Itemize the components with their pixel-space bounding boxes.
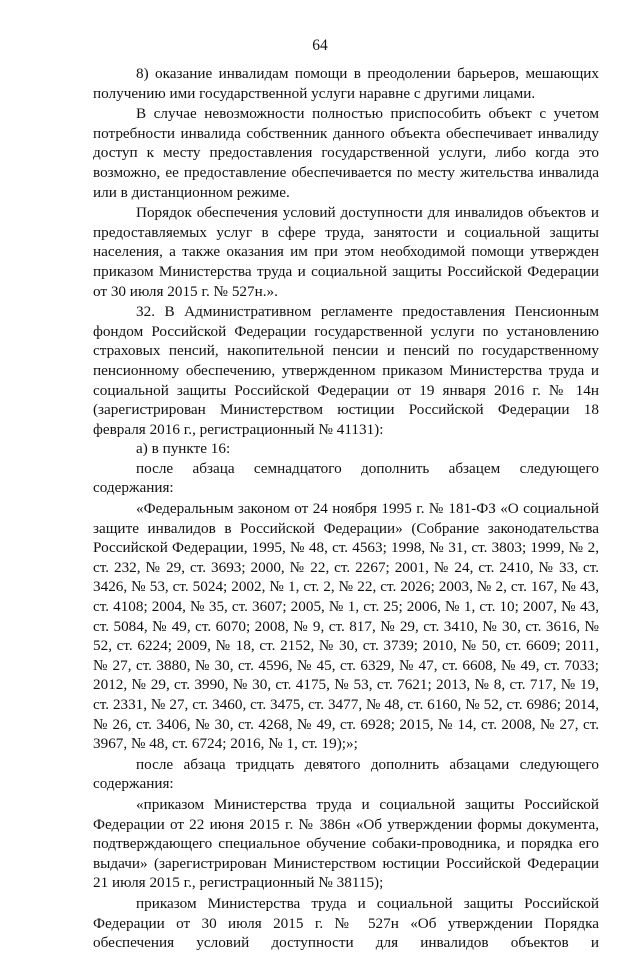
page-number: 64 — [312, 37, 328, 54]
paragraph-item-32: 32. В Административном регламенте предоставления Пенсионным фондом Российской Федерации государственной услуги по установлению страховых пенсий, накопительной пенсии и пенсий по государственному пенсионному обеспечению, утвержденном приказом Министерства труда и социальной защиты Российской Федерации от 19 января 2016 г. № 14н (зарегистрирован Министерством юстиции Российской Федерации 18 февраля 2016 г., регистрационный № 41131): — [93, 303, 599, 438]
paragraph-subitem-a: а) в пункте 16: — [136, 440, 231, 458]
paragraph-order-527n-quote: приказом Министерства труда и социальной защиты Российской Федерации от 30 июля 2015 г. № 527н «Об утверждении Порядка обеспечения условий доступности для инвалидов объектов и — [93, 894, 599, 952]
paragraph-insert-instruction: после абзаца семнадцатого дополнить абзацем следующего содержания: — [93, 459, 599, 497]
paragraph-insert-instruction-2: после абзаца тридцать девятого дополнить абзацами следующего содержания: — [93, 755, 599, 793]
document-body — [93, 64, 599, 953]
paragraph-order-386n-quote: «приказом Министерства труда и социальной защиты Российской Федерации от 22 июня 2015 г. № 386н «Об утверждении формы документа, подтверждающего специальное обучение собаки-проводника, и порядка его выдачи» (зарегистрирован Министерством юстиции Российской Федерации 21 июля 2015 г., регистрационный № 38115); — [93, 795, 599, 892]
paragraph-item-8: 8) оказание инвалидам помощи в преодолении барьеров, мешающих получению ими государственной услуги наравне с другими лицами. — [93, 65, 599, 102]
paragraph-accessibility-case: В случае невозможности полностью приспособить объект с учетом потребности инвалида собственник данного объекта обеспечивает инвалиду доступ к месту предоставления государственной услуги, либо когда это возможно, ее предоставление обеспечивается по месту жительства инвалида или в дистанционном режиме. — [93, 105, 599, 201]
paragraph-accessibility-order: Порядок обеспечения условий доступности для инвалидов объектов и предоставляемых услуг в сфере труда, занятости и социальной защиты населения, а также оказания им при этом необходимой помощи утвержден приказом Министерства труда и социальной защиты Российской Федерации от 30 июля 2015 г. № 527н.». — [93, 204, 599, 300]
paragraph-federal-law-quote: «Федеральным законом от 24 ноября 1995 г. № 181-ФЗ «О социальной защите инвалидов в Российской Федерации» (Собрание законодательства Российской Федерации, 1995, № 48, ст. 4563; 1998, № 31, ст. 3803; 1999, № 2, ст. 232, № 29, ст. 3693; 2000, № 22, ст. 2267; 2001, № 24, ст. 2410, № 33, ст. 3426, № 53, ст. 5024; 2002, № 1, ст. 2, № 22, ст. 2026; 2003, № 2, ст. 167, № 43, ст. 4108; 2004, № 35, ст. 3607; 2005, № 1, ст. 25; 2006, № 1, ст. 10; 2007, № 43, ст. 5084, № 49, ст. 6070; 2008, № 9, ст. 817, № 29, ст. 3410, № 30, ст. 3616, № 52, ст. 6224; 2009, № 18, ст. 2152, № 30, ст. 3739; 2010, № 50, ст. 6609; 2011, № 27, ст. 3880, № 30, ст. 4596, № 45, ст. 6329, № 47, ст. 6608, № 49, ст. 7033; 2012, № 29, ст. 3990, № 30, ст. 4175, № 53, ст. 7621; 2013, № 8, ст. 717, № 19, ст. 2331, № 27, ст. 3460, ст. 3475, ст. 3477, № 48, ст. 6160, № 52, ст. 6986; 2014, № 26, ст. 3406, № 30, ст. 4268, № 49, ст. 6928; 2015, № 14, ст. 2008, № 27, ст. 3967, № 48, ст. 6724; 2016, № 1, ст. 19);»; — [93, 500, 599, 753]
